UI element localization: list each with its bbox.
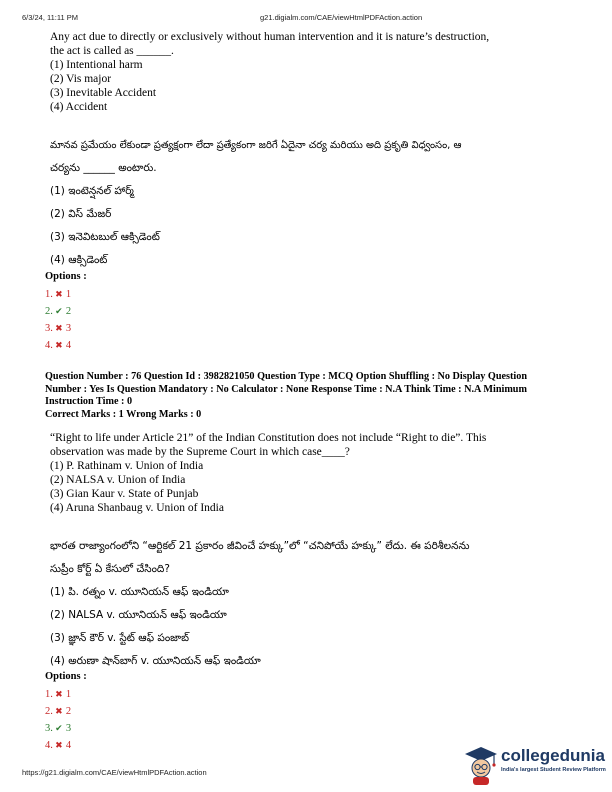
option-value: 1 (65, 289, 72, 300)
option-number: 3. (45, 723, 53, 734)
q76-te-option-2: (2) NALSA v. యూనియన్ ఆఫ్ ఇండియా (50, 609, 227, 621)
q75-en-option-1: (1) Intentional harm (50, 59, 143, 71)
q75-te-option-4: (4) ఆక్సిడెంట్ (50, 254, 108, 266)
q75-options-label: Options : (45, 271, 87, 282)
cross-icon: ✖ (55, 323, 63, 333)
q76-options-list (45, 668, 87, 754)
q75-en-line2: the act is called as ______. (50, 45, 174, 57)
logo-tagline: India's largest Student Review Platform (501, 767, 606, 773)
q76-en-line1: “Right to life under Article 21” of the Indian Constitution does not include “Right to die”. This (50, 432, 487, 444)
print-url-footer: https://g21.digialm.com/CAE/viewHtmlPDFAction.action (22, 768, 207, 777)
q75-te-option-3: (3) ఇనెవిటబుల్ ఆక్సిడెంట్ (50, 231, 160, 243)
option-number: 4. (45, 340, 53, 351)
check-icon: ✔ (55, 723, 63, 733)
cross-icon: ✖ (55, 289, 63, 299)
q76-en-option-4: (4) Aruna Shanbaug v. Union of India (50, 502, 224, 514)
q76-metadata (45, 371, 570, 409)
logo-wordmark: collegedunia (501, 746, 605, 765)
cross-icon: ✖ (55, 340, 63, 350)
check-icon: ✔ (55, 306, 63, 316)
q75-option-row-1 (45, 286, 87, 303)
q76-te-line2: సుప్రీం కోర్ట్ ఏ కేసులో చేసింది? (50, 563, 170, 575)
q75-option-row-4 (45, 337, 87, 354)
option-value: 4 (65, 740, 72, 751)
collegedunia-logo (463, 744, 611, 788)
q76-option-row-3 (45, 720, 87, 737)
cross-icon: ✖ (55, 706, 63, 716)
q75-en-option-4: (4) Accident (50, 101, 108, 113)
q75-english (50, 30, 550, 114)
q75-en-line1: Any act due to directly or exclusively without human intervention and it is nature’s destruction, (50, 31, 490, 43)
q76-option-row-4 (45, 737, 87, 754)
q76-en-option-3: (3) Gian Kaur v. State of Punjab (50, 488, 199, 500)
q76-en-option-2: (2) NALSA v. Union of India (50, 474, 186, 486)
q76-te-option-3: (3) జ్ఞాన్ కౌర్ v. స్టేట్ ఆఫ్ పంజాబ్ (50, 632, 190, 644)
q75-telugu (50, 134, 570, 272)
q75-options-list (45, 268, 87, 354)
q76-options-label: Options : (45, 671, 87, 682)
option-number: 2. (45, 706, 53, 717)
q75-en-option-3: (3) Inevitable Accident (50, 87, 157, 99)
q76-english (50, 431, 550, 515)
cross-icon: ✖ (55, 689, 63, 699)
graduate-mascot-icon (463, 744, 499, 786)
q76-meta-line3: Instruction Time : 0 (45, 396, 133, 407)
q76-marks: Correct Marks : 1 Wrong Marks : 0 (45, 409, 202, 420)
q76-meta-line2: Number : Yes Is Question Mandatory : No Calculator : None Response Time : N.A Think Time : N.A Minimum (45, 383, 527, 395)
cross-icon: ✖ (55, 740, 63, 750)
q76-option-row-1 (45, 686, 87, 703)
q76-te-option-4: (4) అరుణా షాన్‌బాగ్ v. యూనియన్ ఆఫ్ ఇండియా (50, 655, 261, 667)
option-value: 4 (65, 340, 72, 351)
q76-en-line2: observation was made by the Supreme Court in which case____? (50, 446, 350, 458)
q75-te-option-2: (2) విస్ మేజర్ (50, 208, 112, 220)
q76-en-option-1: (1) P. Rathinam v. Union of India (50, 460, 204, 472)
option-number: 1. (45, 689, 53, 700)
option-number: 4. (45, 740, 53, 751)
q76-te-option-1: (1) పి. రత్నం v. యూనియన్ ఆఫ్ ఇండియా (50, 586, 229, 598)
option-number: 3. (45, 323, 53, 334)
q75-te-line2: చర్యను ______ అంటారు. (50, 162, 157, 174)
q76-meta-line1: Question Number : 76 Question Id : 3982821050 Question Type : MCQ Option Shuffling : No Display Question (45, 371, 527, 382)
q75-option-row-3 (45, 320, 87, 337)
q75-en-option-2: (2) Vis major (50, 73, 112, 85)
option-value: 1 (65, 689, 72, 700)
q75-te-line1: మానవ ప్రమేయం లేకుండా ప్రత్యక్షంగా లేదా ప్రత్యేకంగా జరిగే ఏదైనా చర్య మరియు అది ప్రకృతి విధ్వంసం, ఆ (50, 140, 462, 151)
print-url-header: g21.digialm.com/CAE/viewHtmlPDFAction.action (260, 13, 423, 22)
option-value: 3 (65, 723, 72, 734)
q75-te-option-1: (1) ఇంటెన్షనల్ హార్మ్ (50, 185, 134, 197)
option-value: 2 (65, 706, 72, 717)
print-datetime: 6/3/24, 11:11 PM (22, 13, 79, 22)
q76-option-row-2 (45, 703, 87, 720)
option-value: 2 (65, 306, 72, 317)
option-number: 1. (45, 289, 53, 300)
option-number: 2. (45, 306, 53, 317)
q76-telugu (50, 535, 570, 673)
q75-option-row-2 (45, 303, 87, 320)
option-value: 3 (65, 323, 72, 334)
q76-te-line1: భారత రాజ్యాంగంలోని “ఆర్టికల్ 21 ప్రకారం జీవించే హక్కు”లో “చనిపోయే హక్కు” లేదు. ఈ పరిశీలనను (50, 540, 470, 552)
